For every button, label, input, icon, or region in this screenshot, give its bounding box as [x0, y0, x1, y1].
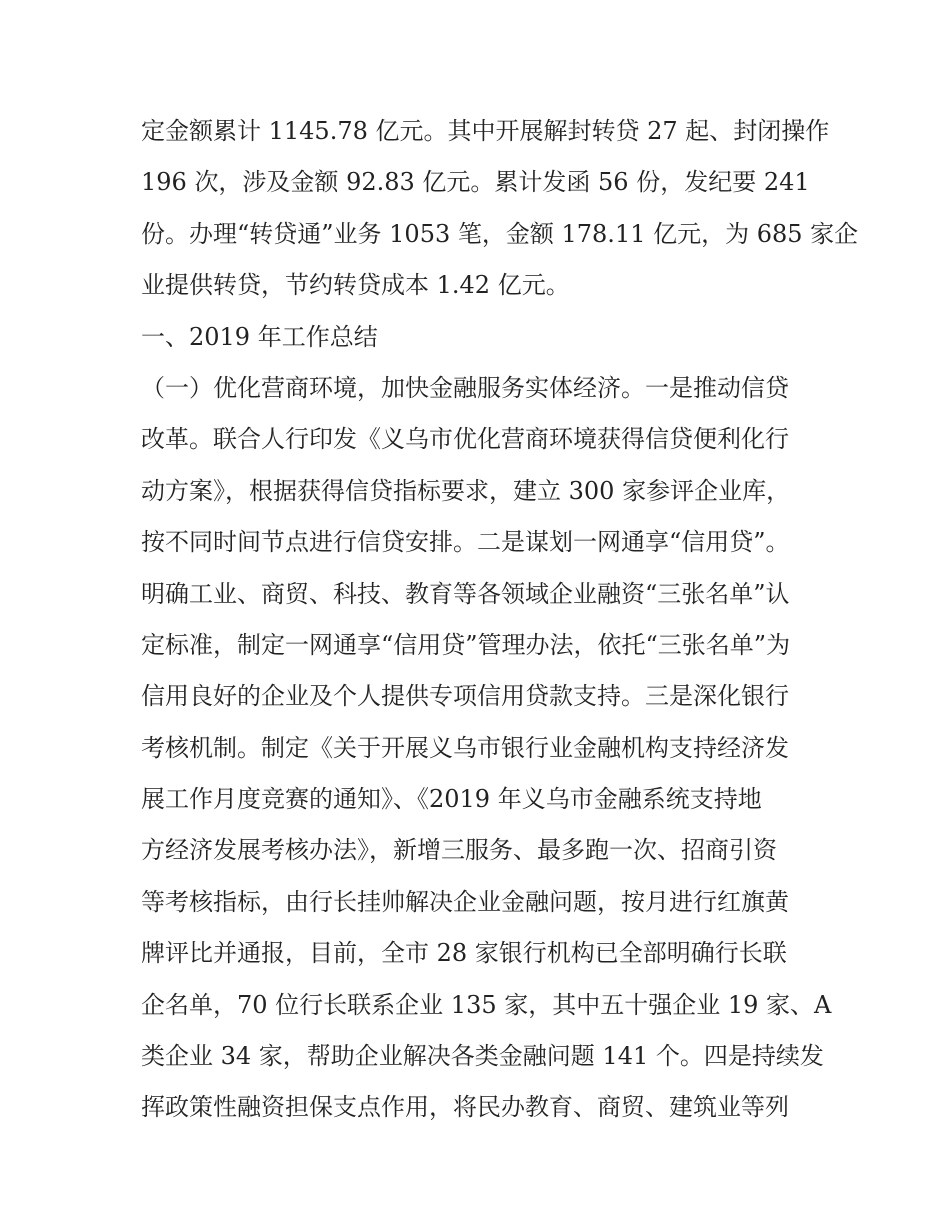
text-line: 牌评比并通报，目前，全市 28 家银行机构已全部明确行长联 — [141, 939, 787, 968]
body-text — [141, 106, 859, 1134]
text-line: 明确工业、商贸、科技、教育等各领域企业融资“三张名单”认 — [141, 579, 790, 608]
text-line: 企名单，70 位行长联系企业 135 家，其中五十强企业 19 家、A — [141, 990, 832, 1019]
text-line: 挥政策性融资担保支点作用，将民办教育、商贸、建筑业等列 — [141, 1093, 789, 1122]
text-line: 动方案》，根据获得信贷指标要求，建立 300 家参评企业库， — [141, 476, 791, 505]
text-line: 等考核指标，由行长挂帅解决企业金融问题，按月进行红旗黄 — [141, 887, 789, 916]
text-line: 按不同时间节点进行信贷安排。二是谋划一网通享“信用贷”。 — [141, 528, 790, 557]
text-line: （一）优化营商环境，加快金融服务实体经济。一是推动信贷 — [141, 373, 789, 402]
text-line: 196 次，涉及金额 92.83 亿元。累计发函 56 份，发纪要 241 — [141, 168, 810, 197]
text-line: 份。办理“转贷通”业务 1053 笔，金额 178.11 亿元，为 685 家企 — [141, 219, 859, 248]
text-line: 定标准，制定一网通享“信用贷”管理办法，依托“三张名单”为 — [141, 630, 791, 659]
text-line: 业提供转贷，节约转贷成本 1.42 亿元。 — [141, 271, 570, 300]
text-line: 定金额累计 1145.78 亿元。其中开展解封转贷 27 起、封闭操作 — [141, 117, 830, 145]
text-line: 类企业 34 家，帮助企业解决各类金融问题 141 个。四是持续发 — [141, 1042, 824, 1071]
text-line: 展工作月度竞赛的通知》、《2019 年义乌市金融系统支持地 — [141, 785, 762, 814]
text-line: 方经济发展考核办法》，新增三服务、最多跑一次、招商引资 — [141, 836, 777, 865]
text-line: 改革。联合人行印发《义乌市优化营商环境获得信贷便利化行 — [141, 425, 789, 454]
text-line: 信用良好的企业及个人提供专项信用贷款支持。三是深化银行 — [141, 682, 789, 711]
section-heading: 一、2019 年工作总结 — [141, 322, 378, 351]
text-line: 考核机制。制定《关于开展义乌市银行业金融机构支持经济发 — [141, 733, 789, 762]
